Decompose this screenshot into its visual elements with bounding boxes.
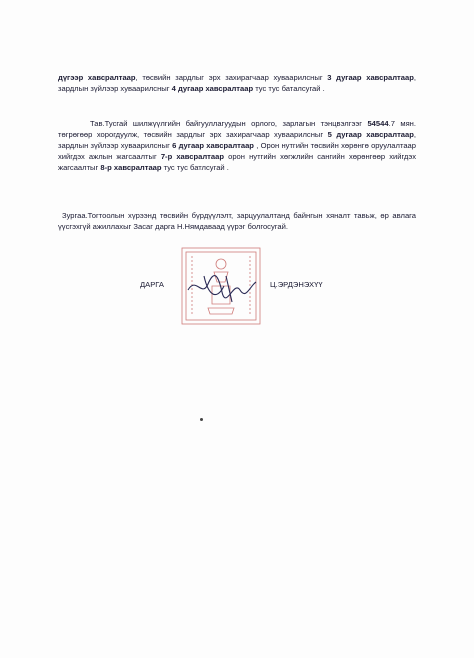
paragraph-5 — [58, 118, 416, 173]
bold-text-run: 3 дугаар хавсралтаар — [327, 73, 414, 82]
bold-text-run: 5 дугаар хавсралтаар — [327, 130, 414, 139]
stray-mark — [200, 418, 203, 421]
bold-text-run: 54544 — [367, 119, 389, 128]
handwritten-signature — [188, 276, 256, 302]
text-run: тус тус баталсугай . — [253, 84, 325, 93]
text-run: .7 мян. төгрөгөөр хорогдуулж, төсвийн зардлыг эрх захирагчаар хуваарилсныг — [58, 119, 416, 139]
text-run: Тав.Тусгай шилжүүлгийн байгууллагуудын орлого, зарлагын тэнцвэлгээг — [90, 119, 368, 128]
bold-text-run: 8-р хавсралтаар — [100, 163, 162, 172]
paragraph-4-continued — [58, 72, 416, 94]
text-run: , төсвийн зардлыг эрх захирагчаар хуваарилсныг — [135, 73, 328, 82]
text-run: тус тус батлсугай . — [161, 163, 229, 172]
bold-text-run: 4 дугаар хавсралтаар — [171, 84, 254, 93]
paragraph-6 — [58, 210, 416, 232]
text-run: , зардлын зүйлээр хуваарилсныг — [58, 130, 416, 150]
text-run: , Орон нутгийн төсвийн хөрөнгө оруулалтаар хийгдэх ажлын жагсаалтыг — [58, 141, 417, 161]
bold-text-run: 6 дугаар хавсралтаар — [172, 141, 254, 150]
signatory-title: ДАРГА — [140, 280, 164, 289]
text-run: Зургаа.Тогтоолын хүрээнд төсвийн бүрдүүлэлт, зарцуулалтанд байнгын хяналт тавьж, өр авлага үүсгэхгүй ажиллахыг Засаг дарга Н.Нямдаваад үүрэг болгосугай. — [58, 211, 416, 231]
bold-text-run: дүгээр хавсралтаар — [58, 73, 136, 82]
text-run: орон нутгийн хөгжлийн сангийн хөрөнгөөр хийгдэх жагсаалтыг — [58, 152, 417, 172]
official-seal — [178, 246, 264, 326]
bold-text-run: 7-р хавсралтаар — [160, 152, 224, 161]
signatory-name: Ц.ЭРДЭНЭХҮҮ — [270, 280, 323, 289]
text-run: , зардлын зүйлээр хуваарилсныг — [58, 73, 416, 93]
